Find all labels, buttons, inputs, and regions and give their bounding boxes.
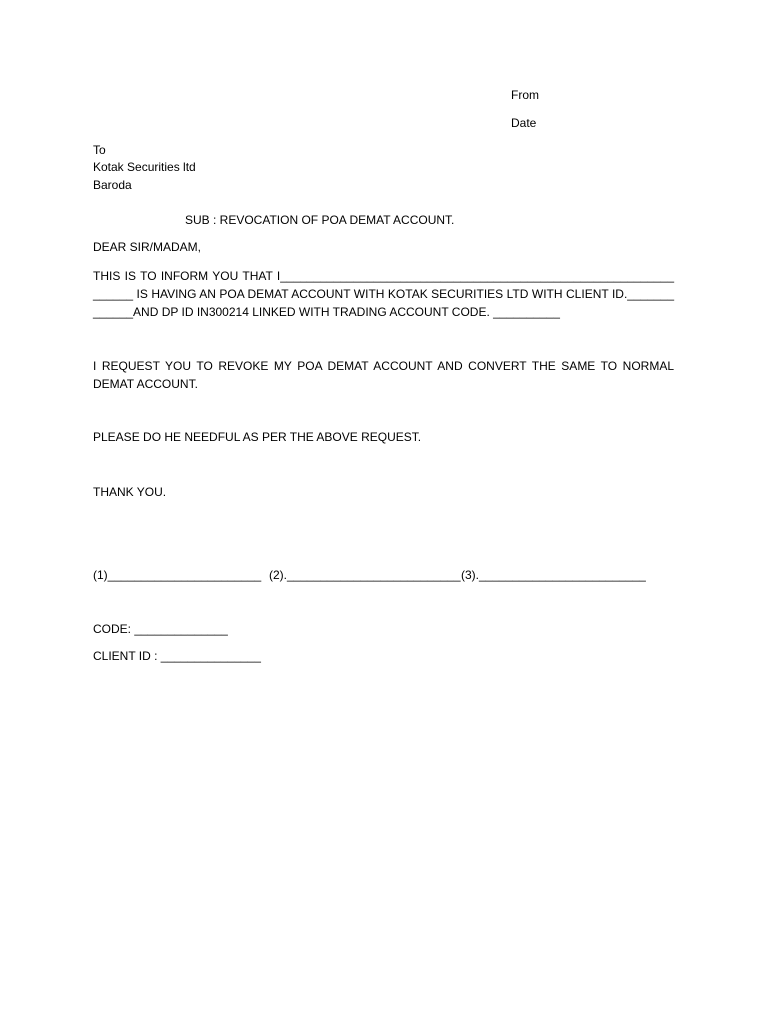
- recipient-company: Kotak Securities ltd: [93, 160, 196, 174]
- signature-line-3: (3)._________________________: [461, 568, 646, 582]
- body-paragraph-2: I REQUEST YOU TO REVOKE MY POA DEMAT ACCOUNT AND CONVERT THE SAME TO NORMAL DEMAT ACCOUNT.: [93, 359, 674, 391]
- recipient-to: To: [93, 143, 106, 157]
- signature-line-2: (2).__________________________: [269, 568, 461, 582]
- body-paragraph-1: THIS IS TO INFORM YOU THAT I_________________________________________________________________ IS HAVING AN POA DEMAT ACCOUNT WITH KOTAK SECURITIES LTD WITH CLIENT ID._____________AND DP ID IN300214 LINKED WITH TRADING ACCOUNT CODE. __________: [93, 269, 674, 319]
- body-paragraph-3: PLEASE DO HE NEEDFUL AS PER THE ABOVE REQUEST.: [93, 430, 422, 444]
- client-id-field: CLIENT ID : _______________: [93, 649, 261, 663]
- closing-thank-you: THANK YOU.: [93, 485, 167, 499]
- recipient-city: Baroda: [93, 178, 132, 192]
- from-label: From: [511, 88, 539, 102]
- date-label: Date: [511, 116, 537, 130]
- subject-line: SUB : REVOCATION OF POA DEMAT ACCOUNT.: [185, 213, 455, 227]
- code-field: CODE: ______________: [93, 622, 228, 636]
- salutation: DEAR SIR/MADAM,: [93, 240, 202, 254]
- signature-line-1: (1)_______________________: [93, 568, 262, 582]
